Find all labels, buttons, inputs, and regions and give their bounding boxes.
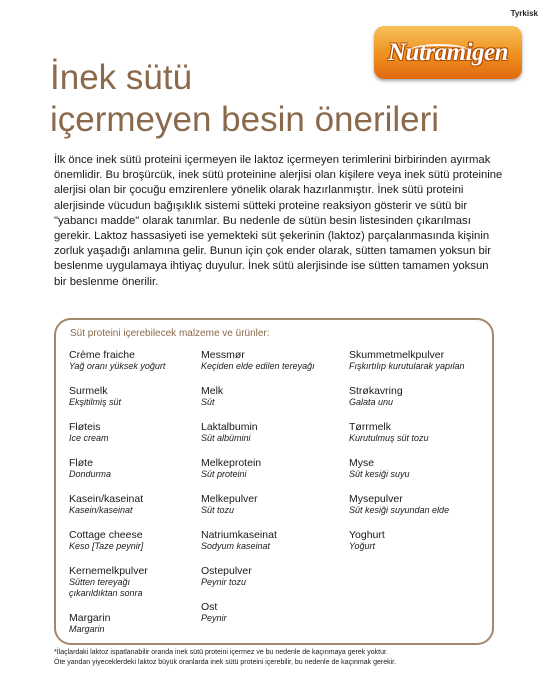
language-label: Tyrkisk bbox=[510, 9, 538, 18]
list-item bbox=[349, 385, 465, 408]
item-name: Cottage cheese bbox=[69, 529, 143, 541]
item-desc: Yoğurt bbox=[349, 541, 376, 551]
item-desc: Süt bbox=[201, 397, 215, 407]
item-name: Margarin bbox=[69, 612, 111, 624]
item-name: Mysepulver bbox=[349, 493, 403, 505]
item-desc: Süt kesiği suyu bbox=[349, 469, 410, 479]
item-name: Kernemelkpulver bbox=[69, 565, 148, 577]
item-name: Yoghurt bbox=[349, 529, 385, 541]
list-item bbox=[201, 529, 315, 552]
list-item bbox=[349, 349, 465, 372]
item-name: Tørrmelk bbox=[349, 421, 391, 433]
item-desc: Kurutulmuş süt tozu bbox=[349, 433, 429, 443]
list-item bbox=[69, 493, 169, 516]
list-item bbox=[349, 493, 465, 516]
ingredients-column-1 bbox=[69, 349, 169, 648]
item-name: Surmelk bbox=[69, 385, 108, 397]
item-name: Myse bbox=[349, 457, 375, 469]
list-item bbox=[69, 385, 169, 408]
intro-paragraph: İlk önce inek sütü proteini içermeyen ile laktoz içermeyen terimlerini birbirinden ayırmak önemlidir. Bu broşürcük, inek sütü proteinine alerjisi olan kişilere veya inek sütü proteinine alerjisi olan bir çocuğu emzirenlere yönelik olarak hazırlanmıştır. İnek sütü proteini alerjisinde vücudun bağışıklık sistemi sütteki proteine reaksiyon gösterir ve sütü bir "yabancı madde" olarak tanımlar. Bu nedenle de sütün besin listesinden çıkarılması gerekir. Laktoz hassasiyeti ise yemekteki süt şekerinin (laktoz) parçalanmasında kişinin zorluk yaşadığı anlamına gelir. Bunun için çok ender olarak, sütten tamamen yoksun bir beslenme uygulamaya ihtiyaç duyulur. İnek sütü alerjisinde ise sütten tamamen yoksun bir beslenme önerilir. bbox=[54, 154, 503, 288]
list-item bbox=[349, 529, 465, 552]
list-item bbox=[349, 457, 465, 480]
item-name: Natriumkaseinat bbox=[201, 529, 277, 541]
footnote-line-2: Öte yandan yiyeceklerdeki laktoz büyük oranlarda inek sütü proteini içerebilir, bu nedenle de kaçınmak gerekir. bbox=[54, 658, 397, 666]
title-line-1: İnek sütü bbox=[50, 58, 193, 97]
item-desc: Süt kesiği suyundan elde bbox=[349, 505, 450, 515]
item-desc: Margarin bbox=[69, 624, 105, 634]
footnote-line-1: *İlaçlardaki laktoz ispatlanabilir oranda inek sütü proteini içermez ve bu nedenle de kaçınmaya gerek yoktur. bbox=[54, 649, 388, 656]
list-item bbox=[201, 385, 315, 408]
list-item bbox=[69, 612, 169, 635]
box-heading: Süt proteini içerebilecek malzeme ve ürünler: bbox=[70, 328, 270, 339]
list-item bbox=[349, 421, 465, 444]
item-desc: Süt proteini bbox=[201, 469, 247, 479]
list-item bbox=[69, 565, 169, 599]
item-desc: Galata unu bbox=[349, 397, 394, 407]
item-name: Crème fraiche bbox=[69, 349, 135, 361]
ingredients-box bbox=[54, 318, 494, 645]
item-desc: Fışkırtılıp kurutularak yapılan bbox=[349, 361, 465, 371]
list-item bbox=[201, 349, 315, 372]
item-desc: Yağ oranı yüksek yoğurt bbox=[69, 361, 166, 371]
item-name: Fløte bbox=[69, 457, 93, 469]
item-desc: Süt albümini bbox=[201, 433, 251, 443]
list-item bbox=[201, 493, 315, 516]
list-item bbox=[201, 601, 315, 624]
item-desc: Ekşitilmiş süt bbox=[69, 397, 122, 407]
ingredients-column-2 bbox=[201, 349, 315, 637]
item-desc: Süt tozu bbox=[201, 505, 235, 515]
item-name: Kasein/kaseinat bbox=[69, 493, 144, 505]
item-name: Ostepulver bbox=[201, 565, 252, 577]
list-item bbox=[69, 457, 169, 480]
item-desc: Ice cream bbox=[69, 433, 109, 443]
item-desc: Keçiden elde edilen tereyağı bbox=[201, 361, 315, 371]
item-name: Strøkavring bbox=[349, 385, 403, 397]
list-item bbox=[201, 421, 315, 444]
item-name: Melk bbox=[201, 385, 224, 397]
page-title bbox=[50, 57, 439, 141]
item-desc: Sodyum kaseinat bbox=[201, 541, 271, 551]
item-desc: Kasein/kaseinat bbox=[69, 505, 133, 515]
list-item bbox=[69, 421, 169, 444]
item-name: Messmør bbox=[201, 349, 245, 361]
item-desc: Peynir tozu bbox=[201, 577, 247, 587]
list-item bbox=[69, 529, 169, 552]
item-name: Fløteis bbox=[69, 421, 101, 433]
item-name: Melkeprotein bbox=[201, 457, 262, 469]
item-name: Ost bbox=[201, 601, 218, 613]
item-name: Melkepulver bbox=[201, 493, 258, 505]
footnote bbox=[54, 648, 524, 667]
item-desc: Keso [Taze peynir] bbox=[69, 541, 144, 551]
ingredients-column-3 bbox=[349, 349, 465, 565]
title-line-2: içermeyen besin önerileri bbox=[50, 100, 440, 139]
list-item bbox=[69, 349, 169, 372]
item-desc: Sütten tereyağı çıkarıldıktan sonra bbox=[69, 577, 143, 598]
brand-name: Nutramigen bbox=[387, 38, 509, 66]
item-name: Laktalbumin bbox=[201, 421, 258, 433]
logo-swoosh-icon bbox=[409, 44, 469, 58]
item-name: Skummetmelkpulver bbox=[349, 349, 445, 361]
list-item bbox=[201, 565, 315, 588]
list-item bbox=[201, 457, 315, 480]
item-desc: Dondurma bbox=[69, 469, 112, 479]
item-desc: Peynir bbox=[201, 613, 227, 623]
